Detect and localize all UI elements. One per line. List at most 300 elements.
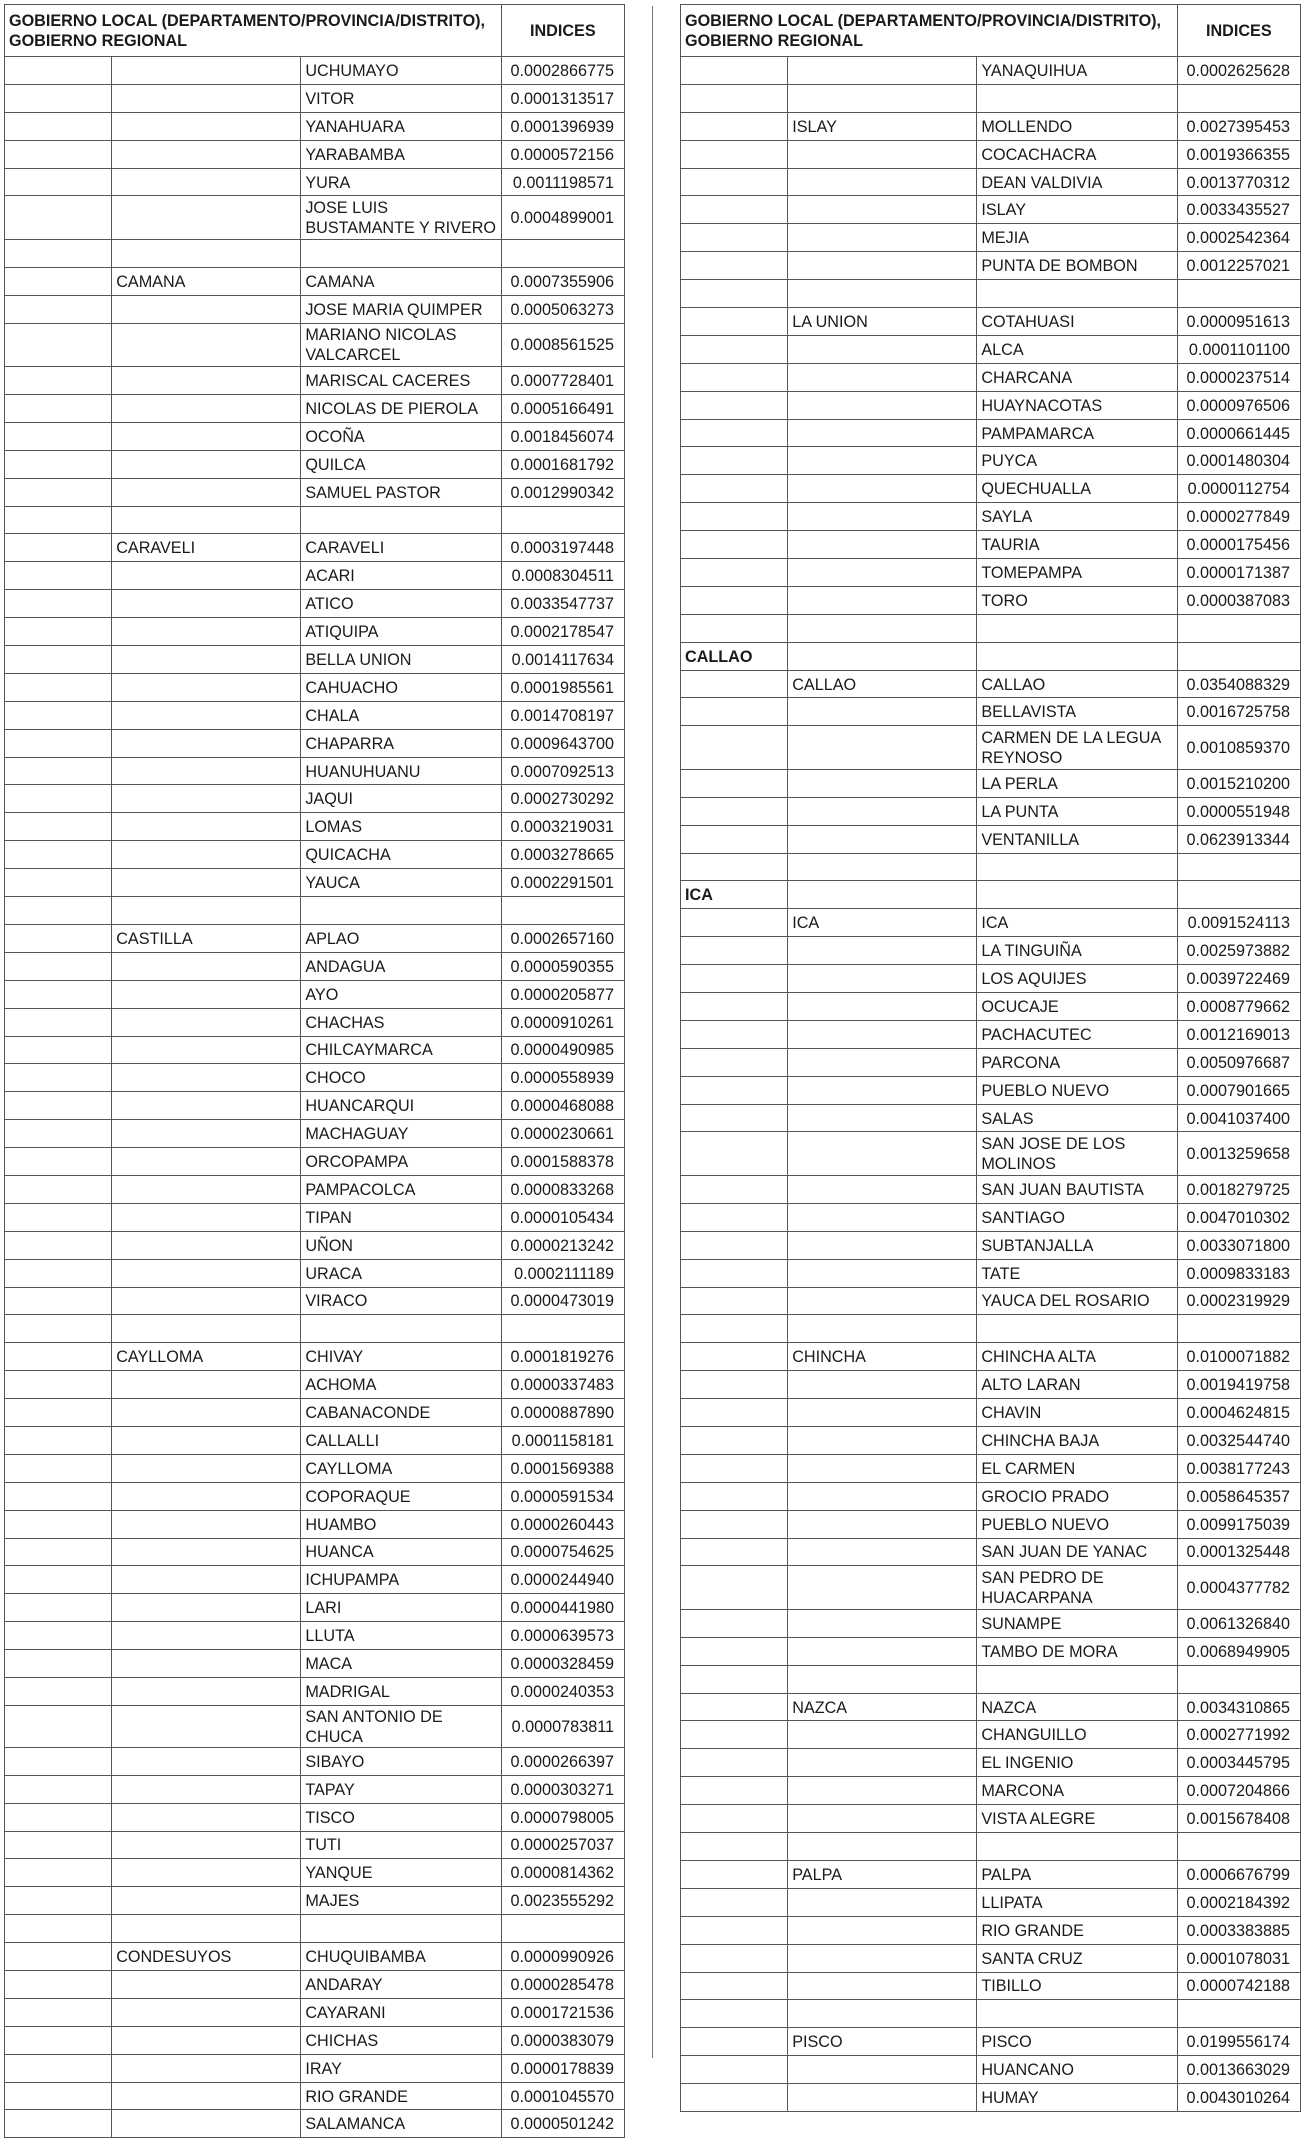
provincia-cell [788,993,977,1021]
table-row [5,1887,625,1915]
departamento-cell [681,993,788,1021]
provincia-cell [788,1721,977,1749]
indice-cell [1177,280,1300,308]
departamento-cell [681,909,788,937]
indice-cell: 0.0099175039 [1177,1510,1300,1538]
distrito-cell: EL INGENIO [977,1749,1177,1777]
indice-cell: 0.0000572156 [501,140,624,168]
table-row [681,196,1301,224]
table-row [681,1132,1301,1176]
provincia-cell [788,1833,977,1861]
departamento-cell [5,1426,112,1454]
table-row [5,1594,625,1622]
departamento-cell [5,924,112,952]
distrito-cell: BELLA UNION [301,646,501,674]
indice-cell: 0.0002291501 [501,869,624,897]
indice-cell: 0.0013663029 [1177,2056,1300,2084]
departamento-cell [5,673,112,701]
distrito-cell: CARAVELI [301,534,501,562]
departamento-cell [5,1747,112,1775]
table-row [681,993,1301,1021]
departamento-cell [681,586,788,614]
departamento-cell [681,1888,788,1916]
provincia-cell [788,1287,977,1315]
provincia-cell [112,506,301,534]
table-row [681,586,1301,614]
table-row [5,1371,625,1399]
provincia-cell [112,1482,301,1510]
distrito-cell: LA PUNTA [977,797,1177,825]
indice-cell: 0.0000591534 [501,1482,624,1510]
distrito-cell: ATIQUIPA [301,618,501,646]
table-row [681,391,1301,419]
departamento-cell [681,1203,788,1231]
departamento-cell [681,1076,788,1104]
distrito-cell: CAMANA [301,267,501,295]
provincia-cell: CASTILLA [112,924,301,952]
provincia-cell [112,2082,301,2110]
departamento-cell [5,841,112,869]
provincia-cell [112,450,301,478]
table-row [5,506,625,534]
distrito-cell: PAMPAMARCA [977,419,1177,447]
indice-cell: 0.0000887890 [501,1399,624,1427]
departamento-cell [681,937,788,965]
table-row [681,224,1301,252]
table-row [681,1888,1301,1916]
indice-cell: 0.0043010264 [1177,2084,1300,2112]
indice-cell: 0.0000237514 [1177,363,1300,391]
table-row [681,57,1301,85]
indice-cell: 0.0000303271 [501,1775,624,1803]
indice-cell: 0.0014117634 [501,646,624,674]
departamento-cell: CALLAO [681,642,788,670]
indice-cell: 0.0000441980 [501,1594,624,1622]
distrito-cell: HUMAY [977,2084,1177,2112]
table-body-left [5,57,625,2138]
departamento-cell [681,1833,788,1861]
departamento-cell [681,1538,788,1566]
departamento-cell [681,1132,788,1176]
provincia-cell [112,1092,301,1120]
distrito-cell: COPORAQUE [301,1482,501,1510]
indice-cell: 0.0000976506 [1177,391,1300,419]
provincia-cell [112,1538,301,1566]
provincia-cell [112,1399,301,1427]
provincia-cell [112,1454,301,1482]
distrito-cell: TOMEPAMPA [977,559,1177,587]
table-row [681,1972,1301,2000]
table-row [5,478,625,506]
departamento-cell [681,1805,788,1833]
table-row [5,1831,625,1859]
indice-cell: 0.0000551948 [1177,797,1300,825]
departamento-cell [681,196,788,224]
departamento-cell [5,646,112,674]
departamento-cell [5,1231,112,1259]
distrito-cell: APLAO [301,924,501,952]
provincia-cell [112,841,301,869]
provincia-cell [112,1259,301,1287]
indice-cell: 0.0008561525 [501,323,624,367]
distrito-cell: HUAYNACOTAS [977,391,1177,419]
table-row [681,1805,1301,1833]
departamento-cell [681,698,788,726]
indice-cell: 0.0013770312 [1177,168,1300,196]
distrito-cell: SAYLA [977,503,1177,531]
indice-cell: 0.0000175456 [1177,531,1300,559]
provincia-cell [788,2084,977,2112]
distrito-cell: PUEBLO NUEVO [977,1076,1177,1104]
indice-cell: 0.0100071882 [1177,1343,1300,1371]
table-row [681,1777,1301,1805]
departamento-cell [681,391,788,419]
provincia-cell [112,2026,301,2054]
departamento-cell [5,1092,112,1120]
departamento-cell [681,2000,788,2028]
provincia-cell [788,1203,977,1231]
departamento-cell [5,2110,112,2138]
distrito-cell [977,84,1177,112]
provincia-cell [112,952,301,980]
departamento-cell [681,252,788,280]
table-row [5,450,625,478]
table-row [5,729,625,757]
departamento-cell [5,478,112,506]
table-row [5,1231,625,1259]
departamento-cell [5,1259,112,1287]
indice-cell: 0.0001721536 [501,1998,624,2026]
provincia-cell [788,1315,977,1343]
departamento-cell [5,1538,112,1566]
provincia-cell [112,1859,301,1887]
provincia-cell [112,1036,301,1064]
table-row [681,853,1301,881]
table-row [5,1677,625,1705]
distrito-cell: CAYLLOMA [301,1454,501,1482]
table-row [5,1859,625,1887]
table-row [681,1399,1301,1427]
table-row [5,239,625,267]
distrito-cell: CALLALLI [301,1426,501,1454]
departamento-cell [681,475,788,503]
departamento-cell [681,1944,788,1972]
departamento-cell [5,1566,112,1594]
indice-cell: 0.0013259658 [1177,1132,1300,1176]
table-row [5,1399,625,1427]
table-row [681,1860,1301,1888]
distrito-cell: SALAMANCA [301,2110,501,2138]
table-row [5,534,625,562]
distrito-cell: CHARCANA [977,363,1177,391]
indice-cell: 0.0018279725 [1177,1175,1300,1203]
departamento-cell [681,1454,788,1482]
provincia-cell [112,57,301,85]
distrito-cell: LOMAS [301,813,501,841]
table-row [5,673,625,701]
distrito-cell: QUILCA [301,450,501,478]
provincia-cell [788,881,977,909]
indice-cell: 0.0354088329 [1177,670,1300,698]
distrito-cell: TAURIA [977,531,1177,559]
table-row [5,1454,625,1482]
indice-cell: 0.0007355906 [501,267,624,295]
provincia-cell [112,729,301,757]
provincia-cell [788,224,977,252]
indice-cell: 0.0000473019 [501,1287,624,1315]
departamento-cell [5,1036,112,1064]
departamento-cell [5,1008,112,1036]
indice-cell: 0.0000468088 [501,1092,624,1120]
departamento-cell [681,1665,788,1693]
table-row [5,1510,625,1538]
table-row [681,503,1301,531]
distrito-cell: YANQUE [301,1859,501,1887]
provincia-cell [788,363,977,391]
table-row [5,952,625,980]
table-row [681,965,1301,993]
departamento-cell [681,1399,788,1427]
provincia-cell [788,825,977,853]
table-row [681,1287,1301,1315]
distrito-cell: GROCIO PRADO [977,1482,1177,1510]
table-row [681,769,1301,797]
provincia-cell [788,1637,977,1665]
distrito-cell: URACA [301,1259,501,1287]
departamento-cell [5,422,112,450]
indice-cell: 0.0000754625 [501,1538,624,1566]
indice-cell: 0.0004899001 [501,196,624,240]
indice-cell: 0.0023555292 [501,1887,624,1915]
departamento-cell [5,757,112,785]
indice-cell: 0.0000990926 [501,1943,624,1971]
departamento-cell [5,1775,112,1803]
distrito-cell: CHAVIN [977,1399,1177,1427]
table-row [681,1749,1301,1777]
table-row [5,1036,625,1064]
table-row [5,1915,625,1943]
table-row [5,980,625,1008]
departamento-cell [5,562,112,590]
table-header-row [681,5,1301,57]
departamento-cell [681,280,788,308]
table-row [5,168,625,196]
provincia-cell [788,1048,977,1076]
provincia-cell [112,1371,301,1399]
right-table-column [680,4,1301,2112]
distrito-cell: OCOÑA [301,422,501,450]
provincia-cell [112,673,301,701]
distrito-cell: TAMBO DE MORA [977,1637,1177,1665]
departamento-cell [5,84,112,112]
departamento-cell [5,239,112,267]
provincia-cell [112,1594,301,1622]
provincia-cell [788,1916,977,1944]
departamento-cell [681,2084,788,2112]
distrito-cell: CHAPARRA [301,729,501,757]
departamento-cell [5,112,112,140]
departamento-cell [681,1860,788,1888]
provincia-cell [112,1705,301,1747]
table-row [681,2056,1301,2084]
indice-cell: 0.0012169013 [1177,1020,1300,1048]
table-row [681,112,1301,140]
indice-cell: 0.0033071800 [1177,1231,1300,1259]
provincia-cell [788,1175,977,1203]
departamento-cell [5,196,112,240]
provincia-cell [112,112,301,140]
indice-cell: 0.0000112754 [1177,475,1300,503]
table-row [681,726,1301,770]
provincia-cell [788,769,977,797]
distrito-cell: LLUTA [301,1622,501,1650]
indice-cell: 0.0047010302 [1177,1203,1300,1231]
distrito-cell: VISTA ALEGRE [977,1805,1177,1833]
departamento-cell [681,559,788,587]
provincia-cell [112,646,301,674]
departamento-cell [681,1287,788,1315]
indice-cell [1177,881,1300,909]
distrito-cell: ICHUPAMPA [301,1566,501,1594]
provincia-cell [112,84,301,112]
departamento-cell [5,1998,112,2026]
provincia-cell: PISCO [788,2028,977,2056]
indice-cell: 0.0016725758 [1177,698,1300,726]
provincia-cell [112,618,301,646]
indice-cell: 0.0006676799 [1177,1860,1300,1888]
departamento-cell [5,1343,112,1371]
distrito-cell: LA TINGUIÑA [977,937,1177,965]
table-row [5,267,625,295]
departamento-cell [5,450,112,478]
distrito-cell: PARCONA [977,1048,1177,1076]
distrito-cell: LARI [301,1594,501,1622]
provincia-cell [788,1944,977,1972]
distrito-cell: TATE [977,1259,1177,1287]
distrito-cell: MOLLENDO [977,112,1177,140]
departamento-cell [681,670,788,698]
indice-cell: 0.0038177243 [1177,1454,1300,1482]
distrito-cell: MARCONA [977,1777,1177,1805]
provincia-cell [788,1609,977,1637]
indice-cell: 0.0002866775 [501,57,624,85]
distrito-cell: TAPAY [301,1775,501,1803]
provincia-cell [788,642,977,670]
departamento-cell [5,1622,112,1650]
departamento-cell [5,729,112,757]
distrito-cell: SALAS [977,1104,1177,1132]
indice-cell: 0.0032544740 [1177,1426,1300,1454]
table-row [681,1833,1301,1861]
provincia-cell [788,1076,977,1104]
departamento-cell [5,395,112,423]
indice-cell: 0.0000742188 [1177,1972,1300,2000]
indice-cell: 0.0000285478 [501,1971,624,1999]
left-table-column [4,4,625,2138]
indice-cell: 0.0000213242 [501,1231,624,1259]
table-row [5,1943,625,1971]
provincia-cell [788,531,977,559]
provincia-cell [788,1482,977,1510]
table-row [5,422,625,450]
indice-cell: 0.0000783811 [501,1705,624,1747]
distrito-cell: AYO [301,980,501,1008]
indice-cell [1177,614,1300,642]
table-row [681,140,1301,168]
departamento-cell [5,367,112,395]
distrito-cell: RIO GRANDE [977,1916,1177,1944]
departamento-cell [5,897,112,925]
distrito-cell: HUANCARQUI [301,1092,501,1120]
table-row [5,295,625,323]
distrito-cell: LLIPATA [977,1888,1177,1916]
provincia-cell [788,1805,977,1833]
provincia-cell [788,2000,977,2028]
distrito-cell: PACHACUTEC [977,1020,1177,1048]
distrito-cell [301,1915,501,1943]
indice-cell: 0.0000383079 [501,2026,624,2054]
table-row [5,841,625,869]
table-row [5,196,625,240]
indice-cell: 0.0039722469 [1177,965,1300,993]
distrito-cell: YURA [301,168,501,196]
departamento-cell [5,140,112,168]
provincia-cell [112,1175,301,1203]
distrito-cell [977,280,1177,308]
departamento-cell [5,267,112,295]
provincia-cell [112,2054,301,2082]
departamento-cell [681,140,788,168]
indice-cell [1177,84,1300,112]
table-row [681,1721,1301,1749]
table-row [5,1747,625,1775]
table-row [681,1048,1301,1076]
indice-cell: 0.0001325448 [1177,1538,1300,1566]
departamento-cell [5,1887,112,1915]
table-row [5,590,625,618]
indice-cell: 0.0010859370 [1177,726,1300,770]
departamento-cell [681,1371,788,1399]
departamento-cell [5,1482,112,1510]
provincia-cell: CAYLLOMA [112,1343,301,1371]
provincia-cell [788,1231,977,1259]
indice-cell: 0.0003445795 [1177,1749,1300,1777]
departamento-cell [681,1048,788,1076]
departamento-cell [5,1915,112,1943]
table-row [681,1371,1301,1399]
table-row [681,1343,1301,1371]
departamento-cell [681,84,788,112]
indice-cell: 0.0034310865 [1177,1693,1300,1721]
distrito-cell: HUAMBO [301,1510,501,1538]
table-row [5,924,625,952]
provincia-cell [112,478,301,506]
table-row [681,1482,1301,1510]
header-gobierno-local: GOBIERNO LOCAL (DEPARTAMENTO/PROVINCIA/DISTRITO), GOBIERNO REGIONAL [5,5,502,57]
distrito-cell: IRAY [301,2054,501,2082]
distrito-cell: YAUCA DEL ROSARIO [977,1287,1177,1315]
indice-cell: 0.0027395453 [1177,112,1300,140]
table-row [5,1092,625,1120]
indice-cell: 0.0002184392 [1177,1888,1300,1916]
provincia-cell [788,280,977,308]
table-row [681,308,1301,336]
indice-cell: 0.0623913344 [1177,825,1300,853]
distrito-cell: PALPA [977,1860,1177,1888]
distrito-cell [301,239,501,267]
indice-cell: 0.0033547737 [501,590,624,618]
distrito-cell: CABANACONDE [301,1399,501,1427]
